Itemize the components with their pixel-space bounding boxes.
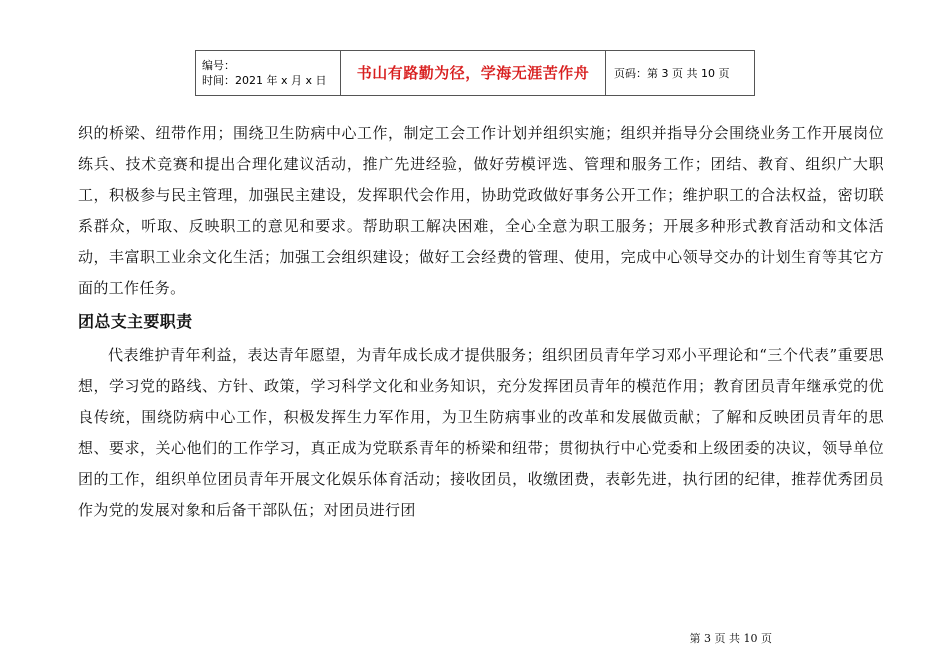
section-heading: 团总支主要职责 <box>78 312 193 331</box>
header-meta-cell <box>196 51 341 96</box>
body-paragraph: 织的桥梁、纽带作用；围绕卫生防病中心工作，制定工会工作计划并组织实施；组织并指导分会围绕业务工作开展岗位练兵、技术竞赛和提出合理化建议活动，推广先进经验，做好劳模评选、管理和服务工作；团结、教育、组织广大职工，积极参与民主管理，加强民主建设，发挥职代会作用，协助党政做好事务公开工作；维护职工的合法权益，密切联系群众，听取、反映职工的意见和要求。帮助职工解决困难，全心全意为职工服务；开展多种形式教育活动和文体活动，丰富职工业余文化生活；加强工会组织建设；做好工会经费的管理、使用，完成中心领导交办的计划生育等其它方面的工作任务。 <box>78 124 884 297</box>
body-paragraph: 代表维护青年利益，表达青年愿望，为青年成长成才提供服务；组织团员青年学习邓小平理论和“三个代表”重要思想，学习党的路线、方针、政策，学习科学文化和业务知识，充分发挥团员青年的模范作用；教育团员青年继承党的优良传统，围绕防病中心工作，积极发挥生力军作用，为卫生防病事业的改革和发展做贡献；了解和反映团员青年的思想、要求，关心他们的工作学习，真正成为党联系青年的桥梁和纽带；贯彻执行中心党委和上级团委的决议，领导单位团的工作，组织单位团员青年开展文化娱乐体育活动；接收团员，收缴团费，表彰先进，执行团的纪律，推荐优秀团员作为党的发展对象和后备干部队伍；对团员进行团 <box>78 346 884 519</box>
document-body <box>78 118 884 526</box>
header-page-code: 页码：第 3 页 共 10 页 <box>606 51 755 96</box>
date-label: 时间：2021 年 x 月 x 日 <box>202 74 327 87</box>
document-header <box>195 50 755 96</box>
serial-number-label: 编号： <box>202 59 235 72</box>
header-motto: 书山有路勤为径，学海无涯苦作舟 <box>341 51 606 96</box>
page-footer: 第 3 页 共 10 页 <box>689 632 772 645</box>
